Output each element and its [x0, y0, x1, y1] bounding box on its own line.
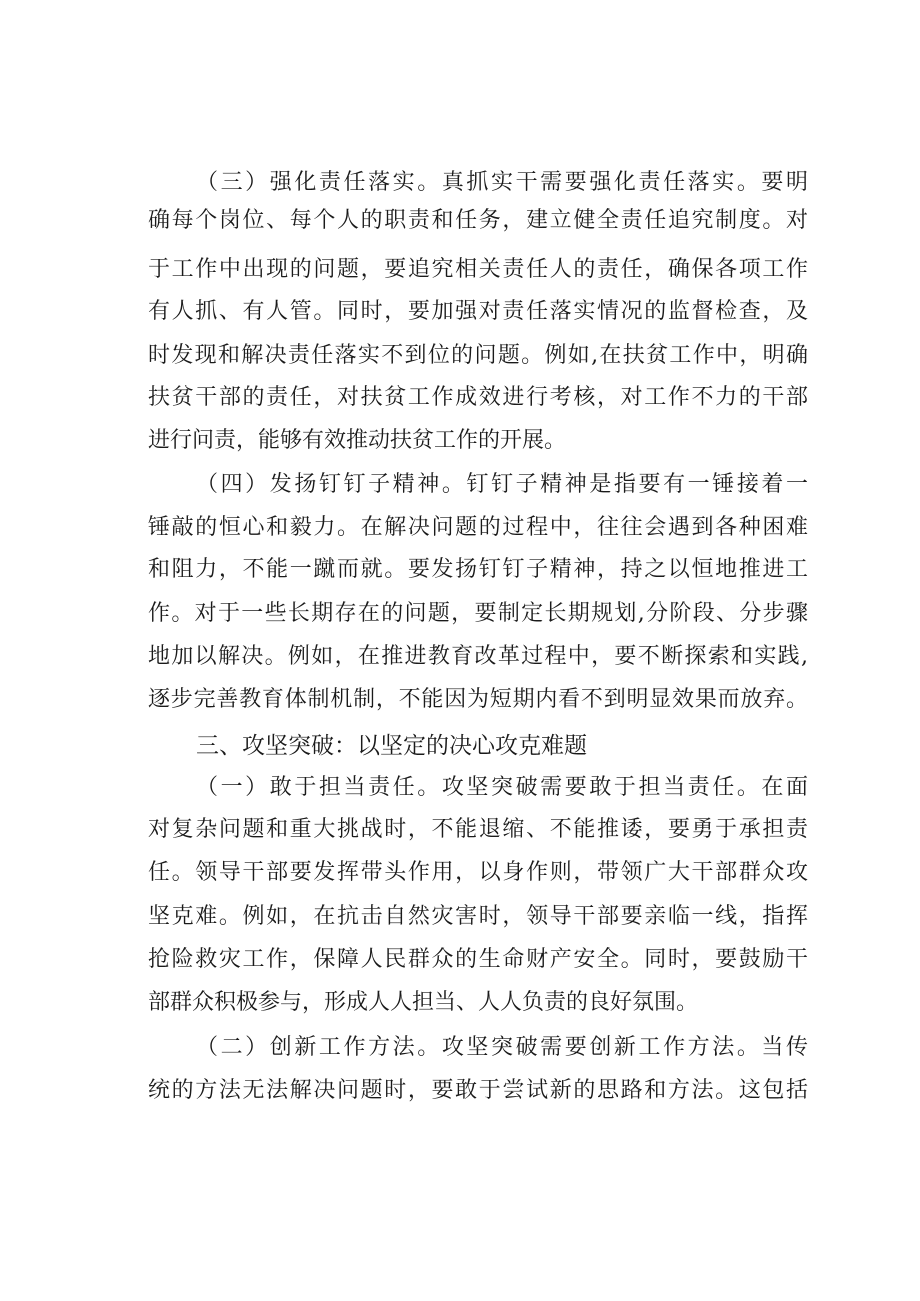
text-line: （二）创新工作方法。攻坚突破需要创新工作方法。当传 [196, 1035, 808, 1060]
text-line: 于工作中出现的问题，要追究相关责任人的责任，确保各项工作 [148, 257, 808, 282]
text-line: 地加以解决。例如，在推进教育改革过程中，要不断探索和实践, [148, 644, 808, 669]
text-line: 扶贫干部的责任，对扶贫工作成效进行考核，对工作不力的干部 [148, 385, 808, 410]
text-line: 确每个岗位、每个人的职责和任务，建立健全责任追究制度。对 [148, 208, 808, 233]
text-line: 进行问责，能够有效推动扶贫工作的开展。 [148, 428, 567, 453]
text-line: 统的方法无法解决问题时，要敢于尝试新的思路和方法。这包括 [148, 1078, 808, 1103]
text-line: （一）敢于担当责任。攻坚突破需要敢于担当责任。在面 [196, 775, 808, 800]
text-line: 部群众积极参与，形成人人担当、人人负责的良好氛围。 [148, 990, 699, 1015]
text-line: 逐步完善教育体制机制，不能因为短期内看不到明显效果而放弃。 [148, 687, 808, 712]
section-heading: 三、攻坚突破：以坚定的决心攻克难题 [196, 733, 587, 759]
text-line: 和阻力，不能一蹴而就。要发扬钉钉子精神，持之以恒地推进工 [148, 557, 808, 582]
text-line: 有人抓、有人管。同时，要加强对责任落实情况的监督检查，及 [148, 299, 808, 324]
text-line: 任。领导干部要发挥带头作用，以身作则，带领广大干部群众攻 [148, 860, 808, 885]
text-line: 坚克难。例如，在抗击自然灾害时，领导干部要亲临一线，指挥 [148, 904, 808, 929]
text-line: 作。对于一些长期存在的问题，要制定长期规划,分阶段、分步骤 [148, 601, 808, 626]
text-line: 锤敲的恒心和毅力。在解决问题的过程中，往往会遇到各种困难 [148, 515, 808, 540]
text-line: （三）强化责任落实。真抓实干需要强化责任落实。要明 [196, 170, 808, 195]
text-line: （四）发扬钉钉子精神。钉钉子精神是指要有一锤接着一 [196, 472, 808, 497]
text-line: 时发现和解决责任落实不到位的问题。例如,在扶贫工作中，明确 [148, 343, 808, 368]
text-line: 对复杂问题和重大挑战时，不能退缩、不能推诿，要勇于承担责 [148, 817, 808, 842]
text-line: 抢险救灾工作，保障人民群众的生命财产安全。同时，要鼓励干 [148, 947, 808, 972]
